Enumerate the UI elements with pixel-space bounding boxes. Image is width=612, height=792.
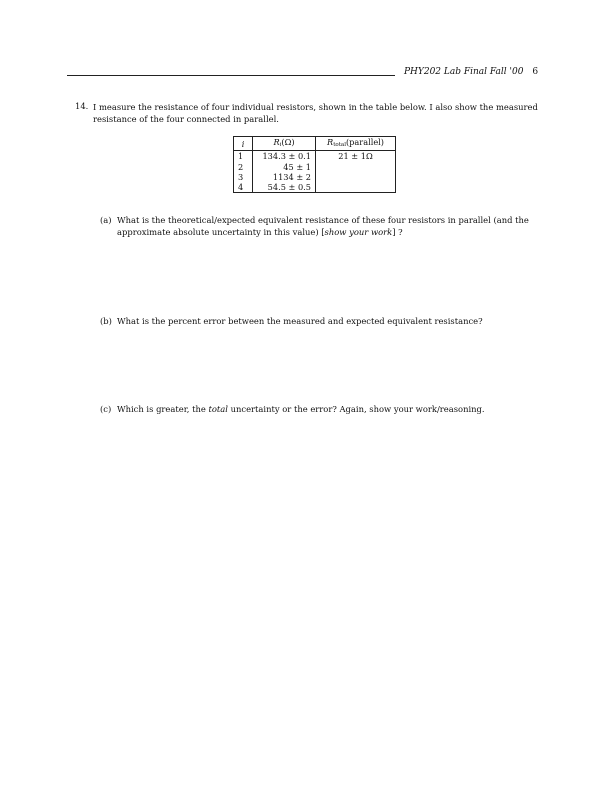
question-number: 14. (75, 101, 89, 111)
row-resistance: 1134 ± 2 (253, 172, 316, 182)
question-text: I measure the resistance of four individual resistors, shown in the table below. I also show the measured resistance of the four connected in parallel. (93, 102, 538, 125)
page-number: 6 (532, 67, 539, 77)
part-c-text: Which is greater, the total uncertainty or the error? Again, show your work/reasoning. (117, 404, 485, 414)
row-total: 21 ± 1Ω (316, 151, 396, 162)
row-index: 2 (234, 162, 253, 172)
row-total (316, 162, 396, 172)
part-c-label: (c) (100, 404, 112, 414)
resistor-table (233, 136, 396, 193)
row-resistance: 45 ± 1 (253, 162, 316, 172)
part-a-label: (a) (100, 215, 112, 225)
course-exam-title: PHY202 Lab Final Fall '00 (404, 67, 524, 77)
table-header-row (234, 137, 396, 151)
row-index: 3 (234, 172, 253, 182)
page-header (404, 67, 538, 77)
row-total (316, 182, 396, 193)
row-index: 1 (234, 151, 253, 162)
row-resistance: 134.3 ± 0.1 (253, 151, 316, 162)
part-b-text: What is the percent error between the measured and expected equivalent resistance? (117, 316, 483, 326)
part-a-text: What is the theoretical/expected equivalent resistance of these four resistors in parallel (and the approximate absolute uncertainty in this value) [show your work] ? (117, 215, 529, 238)
header-index: i (234, 137, 253, 151)
table-row (234, 151, 396, 162)
row-total (316, 172, 396, 182)
row-index: 4 (234, 182, 253, 193)
header-rule (67, 75, 395, 76)
table-row (234, 182, 396, 193)
table-row (234, 172, 396, 182)
part-b-label: (b) (100, 316, 112, 326)
header-total: $R_{total}(parallel)$ (316, 137, 396, 151)
row-resistance: 54.5 ± 0.5 (253, 182, 316, 193)
table-row (234, 162, 396, 172)
header-resistance: $R_i(\Omega)$ (253, 137, 316, 151)
